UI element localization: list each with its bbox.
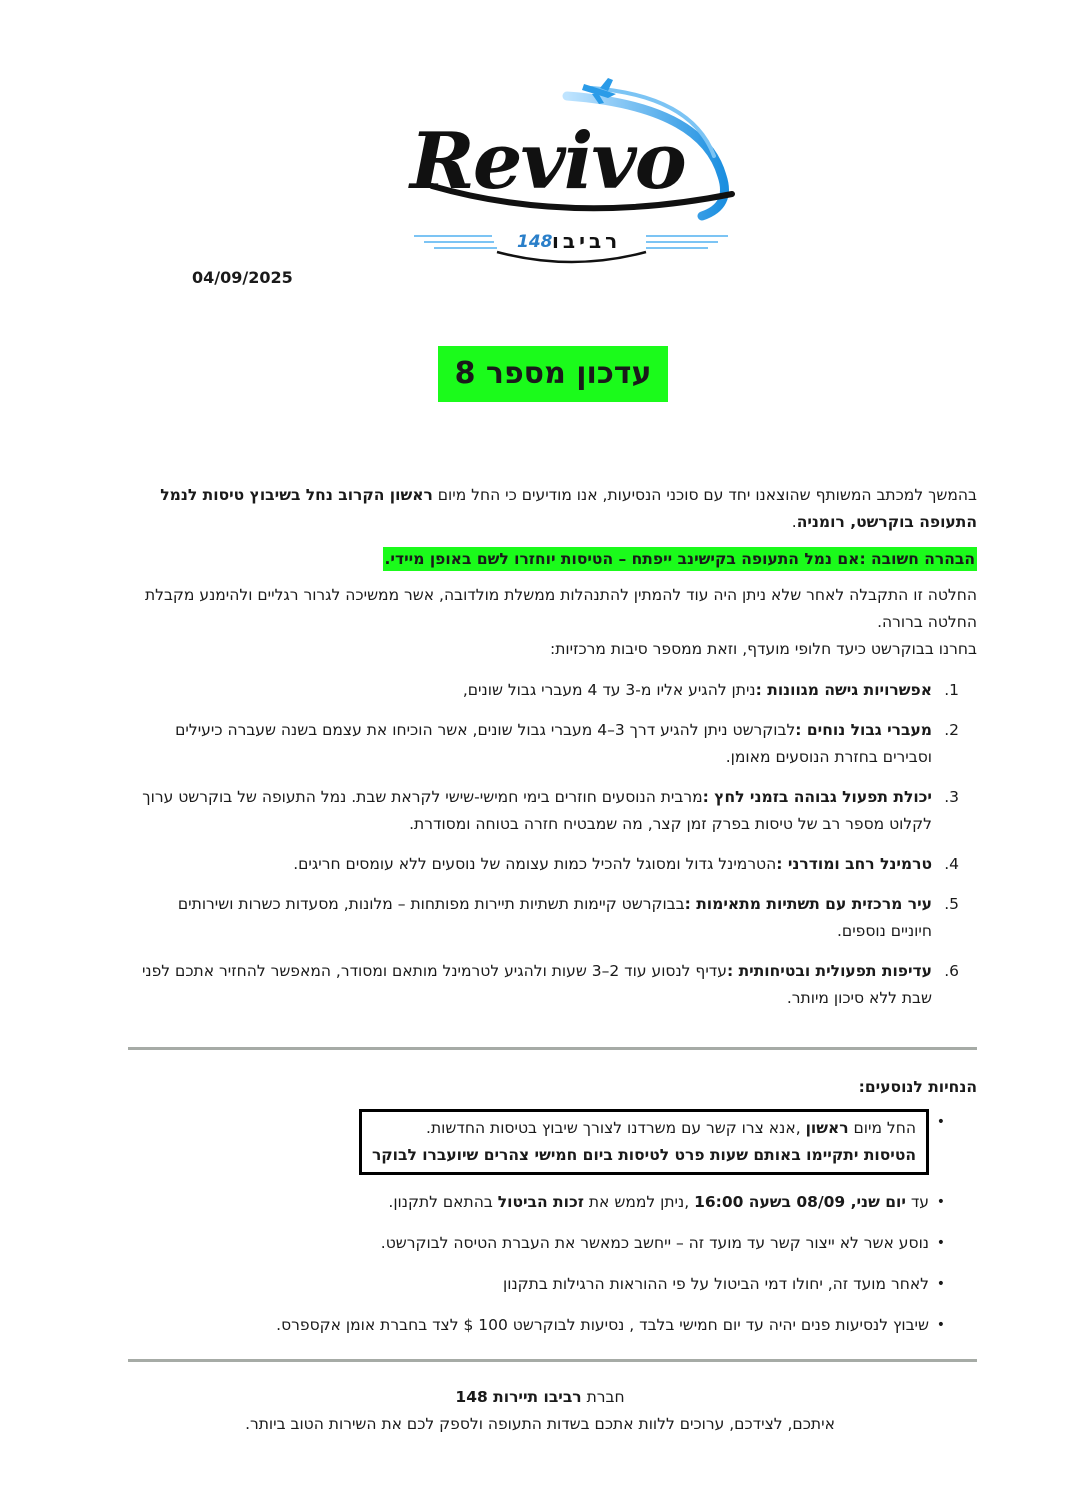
footer-tagline: איתכם, לצידכם, ערוכים ללוות אתכם בשדות התעופה ולספק לכם את השירות הטוב ביותר. [245, 1415, 835, 1433]
list-item: 2. מעברי גבול נוחים :לבוקרשט ניתן להגיע דרך 3–4 מעברי גבול שונים, אשר הוכיחו את עצמם בשנה שעברה כיעילים וסבירים בחזרת הנוסעים מאומן. [175, 721, 959, 766]
main-content [137, 482, 977, 1025]
instructions-list [137, 1109, 977, 1339]
list-item: • שיבוץ לנסיעות פנים יהיה עד יום חמישי בלבד , נסיעות לבוקרשט 100 $ לצד בחברת אומן אקספרס. [137, 1312, 977, 1339]
list-item: 6. עדיפות תפעולית ובטיחותית :עדיף לנסוע עוד 2–3 שעות ולהגיע לטרמינל מותאם ומסודר, המאפשר להחזיר אתכם לפני שבת ללא סיכון מיותר. [141, 962, 959, 1007]
logo-tagline-number: 148 [517, 232, 553, 252]
list-item: • לאחר מועד זה, יחולו דמי הביטול על פי ההוראות הרגילות בתקנון [137, 1271, 977, 1298]
passenger-instructions [137, 1074, 977, 1353]
bullet-icon: • [936, 1276, 945, 1292]
bullet-icon: • [936, 1235, 945, 1251]
bullet-icon: • [936, 1194, 945, 1210]
bullet-icon: • [936, 1114, 945, 1130]
document-date: 04/09/2025 [192, 268, 293, 287]
company-logo [402, 76, 742, 266]
list-item: • נוסע אשר לא ייצור קשר עד מועד זה – ייחשב כמאשר את העברת הטיסה לבוקרשט. [137, 1230, 977, 1257]
list-item: 5. עיר מרכזית עם תשתיות מתאימות :בבוקרשט קיימות תשתיות תיירות מפותחות – מלונות, מסעדות כשרות ושירותים חיוניים נוספים. [177, 895, 959, 940]
bullet-icon: • [936, 1317, 945, 1333]
reasons-list [137, 677, 977, 1012]
page-title: עדכון מספר 8 [438, 346, 668, 402]
divider [128, 1359, 977, 1362]
footer [0, 1384, 1080, 1438]
intro-paragraph: בהמשך למכתב המשותף שהוצאנו יחד עם סוכני הנסיעות, אנו מודיעים כי החל מיום ראשון הקרוב נחל בשיבוץ טיסות לנמל התעופה בוקרשט, רומניה. [160, 486, 977, 531]
list-item: 1. אפשרויות גישה מגוונות :ניתן להגיע אליו מ-3 עד 4 מעברי גבול שונים, [462, 681, 959, 699]
logo-tagline-hebrew: רביבו [552, 229, 622, 253]
important-notice: הבהרה חשובה :אם נמל התעופה בקישינב ייפתח – הטיסות יוחזרו לשם באופן מיידי. [383, 547, 977, 571]
list-item: 4. טרמינל רחב ומודרני :הטרמינל גדול ומסוגל להכיל כמות עצומה של נוסעים ללא עומסים חריגים. [293, 855, 959, 873]
footer-company-line: חברת רביבו תיירות 148 [455, 1388, 625, 1406]
boxed-notice: החל מיום ראשון ,אנא צרו קשר עם משרדנו לצורך שיבוץ בטיסות החדשות. הטיסות יתקיימו באותם שעות פרט לטיסות ביום חמישי צהרים שיועברו לבוקר [359, 1109, 929, 1175]
instructions-title: הנחיות לנוסעים: [858, 1078, 977, 1096]
logo-wordmark: Revivo [410, 116, 685, 207]
list-item: • עד יום שני, 08/09 בשעה 16:00 ,ניתן לממש את זכות הביטול בהתאם לתקנון. [137, 1189, 977, 1216]
list-item: 3. יכולת תפעול גבוהה בזמני לחץ :מרבית הנוסעים חוזרים בימי חמישי-שישי לקראת שבת. נמל התעופה של בוקרשט ערוך לקלוט מספר רב של טיסות בפרק זמן קצר, מה שמבטיח חזרה בטוחה ומסודרת. [142, 788, 959, 833]
decision-paragraph: החלטה זו התקבלה לאחר שלא ניתן היה עוד להמתין להתנהלות ממשלת מולדובה, אשר ממשיכה לגרור רגליים ולהימנע מקבלת החלטה ברורה. בחרנו בבוקרשט כיעד חלופי מועדף, וזאת ממספר סיבות מרכזיות: [144, 586, 977, 658]
intro-bold: ראשון הקרוב נחל בשיבוץ טיסות לנמל התעופה בוקרשט, רומניה [160, 486, 977, 531]
list-item [137, 1109, 977, 1175]
divider [128, 1047, 977, 1050]
